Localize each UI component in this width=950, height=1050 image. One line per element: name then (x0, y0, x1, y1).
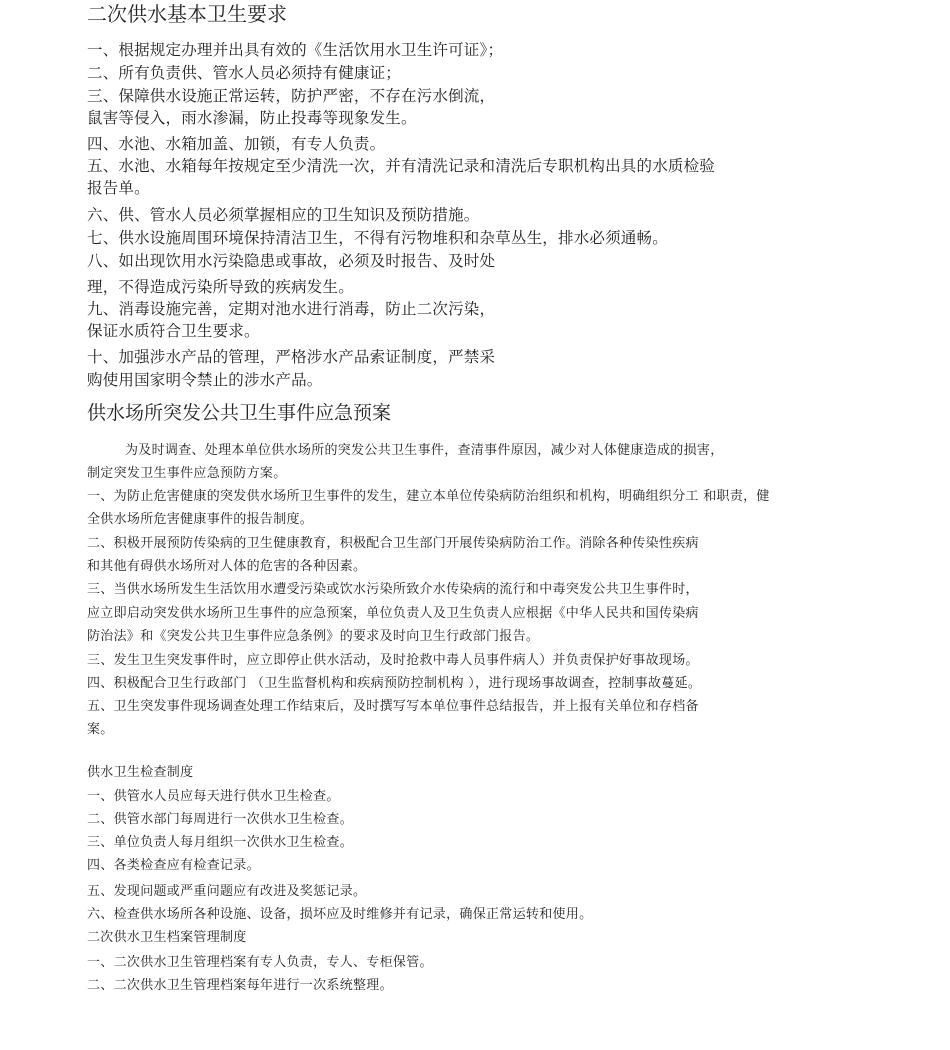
section4-line: 一、二次供水卫生管理档案有专人负责，专人、专柜保管。 (87, 955, 433, 970)
section3-line: 一、供管水人员应每天进行供水卫生检查。 (87, 789, 340, 804)
section1-line: 六、供、管水人员必须掌握相应的卫生知识及预防措施。 (87, 206, 480, 224)
section1-line: 二、所有负责供、管水人员必须持有健康证； (87, 64, 402, 82)
section2-title: 供水场所突发公共卫生事件应急预案 (87, 402, 392, 424)
section2-line: 三、当供水场所发生生活饮用水遭受污染或饮水污染所致介水传染病的流行和中毒突发公共卫生事件时， (87, 582, 699, 597)
section3-line: 四、各类检查应有检查记录。 (87, 858, 260, 873)
section2-line: 防治法》和《突发公共卫生事件应急条例》的要求及时向卫生行政部门报告。 (87, 629, 540, 644)
section3-line: 二、供管水部门每周进行一次供水卫生检查。 (87, 812, 354, 827)
section2-line: 三、发生卫生突发事件时，应立即停止供水活动，及时抢救中毒人员事件病人）并负责保护好事故现场。 (87, 653, 699, 668)
section4-line: 二、二次供水卫生管理档案每年进行一次系统整理。 (87, 978, 393, 993)
section1-line: 四、水池、水箱加盖、加锁，有专人负责。 (87, 135, 386, 153)
section1-line: 七、供水设施周围环境保持清洁卫生，不得有污物堆积和杂草丛生，排水必须通畅。 (87, 229, 668, 247)
section1-line: 理，不得造成污染所导致的疾病发生。 (87, 278, 354, 296)
section2-line: 为及时调查、处理本单位供水场所的突发公共卫生事件，查清事件原因，减少对人体健康造成的损害， (125, 443, 724, 458)
section4-title: 二次供水卫生档案管理制度 (87, 930, 247, 945)
section3-line: 六、检查供水场所各种设施、设备，损坏应及时维修并有记录，确保正常运转和使用。 (87, 907, 593, 922)
section2-line: 全供水场所危害健康事件的报告制度。 (87, 512, 314, 527)
section1-line: 五、水池、水箱每年按规定至少清洗一次，并有清洗记录和清洗后专职机构出具的水质检验 (87, 157, 716, 175)
section2-line: 二、积极开展预防传染病的卫生健康教育，积极配合卫生部门开展传染病防治工作。消除各种传染性疾病 (87, 536, 699, 551)
section2-line: 一、为防止危害健康的突发供水场所卫生事件的发生，建立本单位传染病防治组织和机构，明确组织分工 和职责，健 (87, 489, 770, 504)
section2-line: 案。 (87, 722, 114, 737)
section1-line: 购使用国家明令禁止的涉水产品。 (87, 371, 323, 389)
section2-line: 四、积极配合卫生行政部门 （卫生监督机构和疾病预防控制机构 ），进行现场事故调查，控制事故蔓延。 (87, 676, 702, 691)
section3-title: 供水卫生检查制度 (87, 765, 194, 780)
section2-line: 和其他有碍供水场所对人体的危害的各种因素。 (87, 559, 367, 574)
section3-line: 三、单位负责人每月组织一次供水卫生检查。 (87, 835, 354, 850)
section2-line: 应立即启动突发供水场所卫生事件的应急预案，单位负责人及卫生负责人应根据《中华人民共和国传染病 (87, 606, 699, 621)
section1-line: 九、消毒设施完善，定期对池水进行消毒，防止二次污染， (87, 300, 496, 318)
section1-line: 保证水质符合卫生要求。 (87, 322, 260, 340)
section1-title: 二次供水基本卫生要求 (87, 2, 287, 26)
section2-line: 制定突发卫生事件应急预防方案。 (87, 466, 287, 481)
section1-line: 一、根据规定办理并出具有效的《生活饮用水卫生许可证》； (87, 41, 504, 59)
section2-line: 五、卫生突发事件现场调查处理工作结束后，及时撰写写本单位事件总结报告，并上报有关单位和存档备 (87, 699, 699, 714)
section1-line: 八、如出现饮用水污染隐患或事故，必须及时报告、及时处 (87, 252, 496, 270)
section1-line: 三、保障供水设施正常运转，防护严密，不存在污水倒流， (87, 87, 496, 105)
section1-line: 报告单。 (87, 179, 150, 197)
section1-line: 十、加强涉水产品的管理，严格涉水产品索证制度，严禁采 (87, 348, 496, 366)
section1-line: 鼠害等侵入，雨水渗漏，防止投毒等现象发生。 (87, 109, 417, 127)
section3-line: 五、发现问题或严重问题应有改进及奖惩记录。 (87, 884, 367, 899)
